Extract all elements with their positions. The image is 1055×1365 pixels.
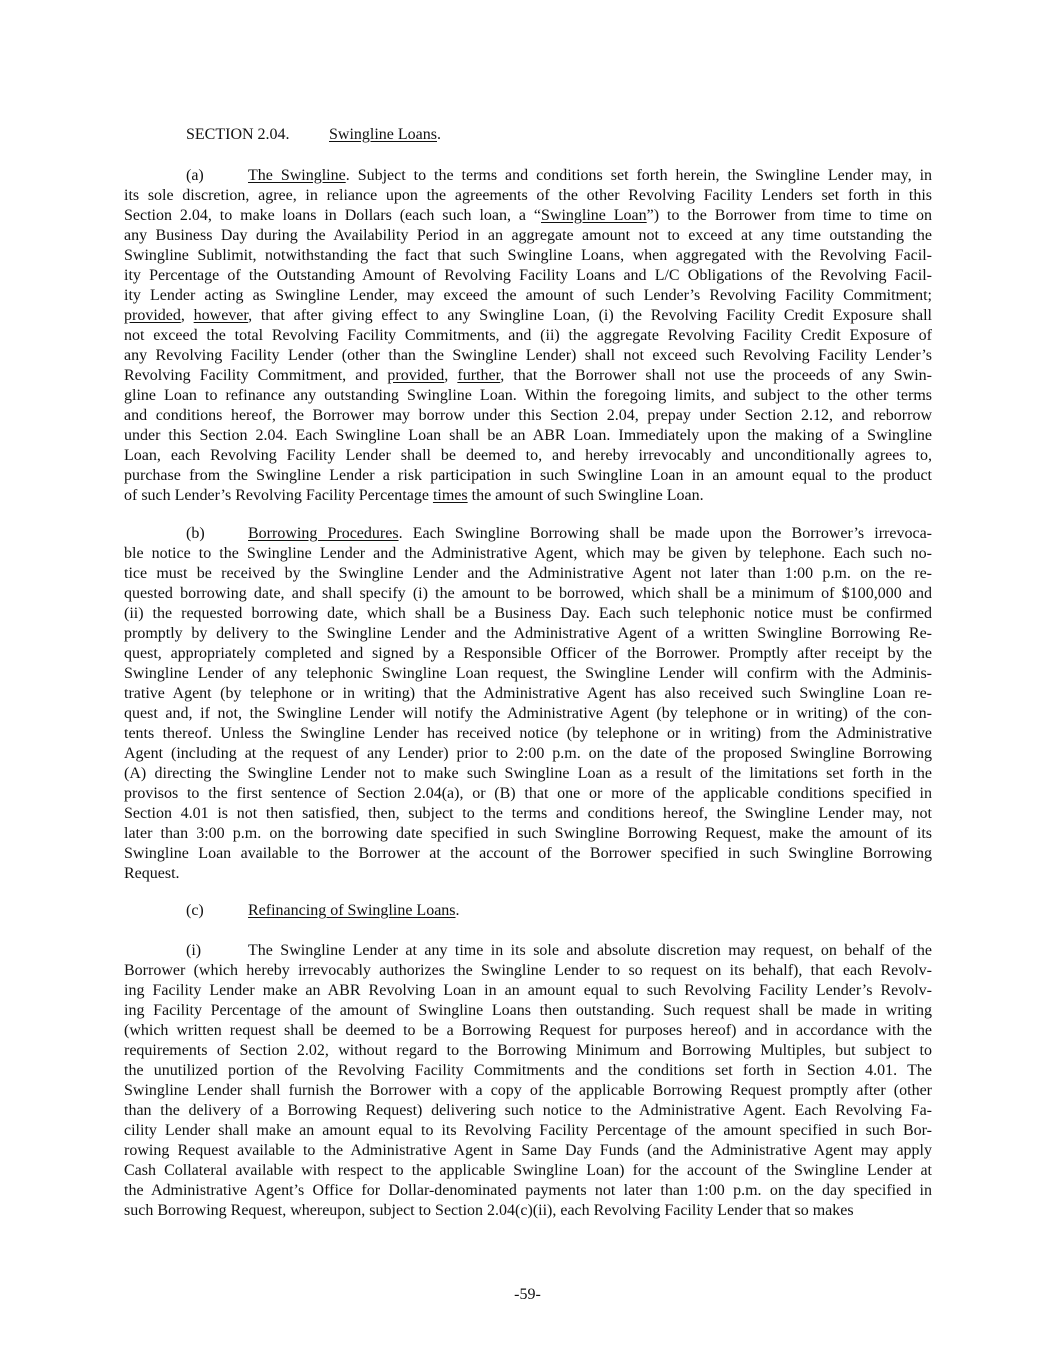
paragraph-a-heading: The Swingline (248, 167, 346, 184)
text-line: ing Facility Percentage of the amount of Swingline Loans then outstanding. Such request shall be made in writing (124, 1002, 932, 1019)
text-line: Cash Collateral available with respect to the applicable Swingline Loan) for the account of the Swingline Lender at (124, 1162, 932, 1179)
text-line: quested borrowing date, and shall specify (i) the amount to be borrowed, which shall be a minimum of $100,000 and (124, 585, 932, 602)
text-line: under this Section 2.04. Each Swingline Loan shall be an ABR Loan. Immediately upon the making of a Swingline (124, 427, 932, 444)
text-line: quest and, if not, the Swingline Lender will notify the Administrative Agent (by telephone or in writing) of the con- (124, 705, 932, 722)
text-line: its sole discretion, agree, in reliance upon the agreements of the other Revolving Facility Lenders set forth in this (124, 187, 932, 204)
text-line: the Administrative Agent’s Office for Dollar-denominated payments not later than 1:00 p.m. on the day specified in (124, 1182, 932, 1199)
text-line: Swingline Lender of any telephonic Swingline Loan request, the Swingline Lender will confirm with the Adminis- (124, 665, 932, 682)
text-line: Swingline Sublimit, notwithstanding the fact that such Swingline Loans, when aggregated with the Revolving Facil- (124, 247, 932, 264)
text-line: the unutilized portion of the Revolving Facility Commitments and the conditions set forth in Section 4.01. The (124, 1062, 932, 1079)
text-line: ity Percentage of the Outstanding Amount of Revolving Facility Loans and L/C Obligations of the Revolving Facil- (124, 267, 932, 284)
text-line: and conditions hereof, the Borrower may borrow under this Section 2.04, prepay under Section 2.12, and reborrow (124, 407, 932, 424)
text-line: tice must be received by the Swingline Lender and the Administrative Agent not later than 1:00 p.m. on the re- (124, 565, 932, 582)
text-line: than the delivery of a Borrowing Request) delivering such notice to the Administrative Agent. Each Revolving Fa- (124, 1102, 932, 1119)
text-line: Swingline Loan available to the Borrower at the account of the Borrower specified in such Swingline Borrowing (124, 845, 932, 862)
text-line: provided, however, that after giving effect to any Swingline Loan, (i) the Revolving Facility Credit Exposure shall (124, 307, 933, 324)
paragraph-a-label: (a) (186, 167, 204, 184)
text-line: requirements of Section 2.02, without regard to the Borrowing Minimum and Borrowing Multiples, but subject to (124, 1042, 932, 1059)
paragraph-c-heading-line: (c) Refinancing of Swingline Loans. (186, 902, 460, 919)
text-line: quest, appropriately completed and signed by a Responsible Officer of the Borrower. Promptly after receipt by the (124, 645, 932, 662)
paragraph-c-heading: Refinancing of Swingline Loans (248, 902, 456, 919)
section-number: SECTION 2.04. (186, 126, 290, 143)
text-line: ing Facility Lender make an ABR Revolving Loan in an amount equal to such Revolving Facility Lender’s Revolv- (124, 982, 932, 999)
text-line: any Revolving Facility Lender (other than the Swingline Lender) shall not exceed such Revolving Facility Lender’s (124, 347, 932, 364)
text-line: Loan, each Revolving Facility Lender shall be deemed to, and hereby irrevocably and unconditionally agrees to, (124, 447, 932, 464)
text-line: not exceed the total Revolving Facility Commitments, and (ii) the aggregate Revolving Facility Credit Exposure of (124, 327, 932, 344)
text-line: any Business Day during the Availability Period in an aggregate amount not to exceed at any time outstanding the (124, 227, 932, 244)
text-line: Revolving Facility Commitment, and provided, further, that the Borrower shall not use the proceeds of any Swin- (124, 367, 933, 384)
text-line: purchase from the Swingline Lender a risk participation in such Swingline Loan in an amount equal to the product (124, 467, 932, 484)
text-line: Section 2.04, to make loans in Dollars (each such loan, a “Swingline Loan”) to the Borrower from time to time on (124, 207, 933, 224)
paragraph-b-label: (b) (186, 525, 205, 542)
text-line: (which written request shall be deemed to be a Borrowing Request for purposes hereof) and in accordance with the (124, 1022, 932, 1039)
text-line: cility Lender shall make an amount equal to its Revolving Facility Percentage of the amount specified in such Bor- (124, 1122, 932, 1139)
text-line: promptly by delivery to the Swingline Lender and the Administrative Agent of a written Swingline Borrowing Re- (124, 625, 932, 642)
text-line: ble notice to the Swingline Lender and the Administrative Agent, which may be given by telephone. Each such no- (124, 545, 932, 562)
paragraph-b-heading: Borrowing Procedures (248, 525, 399, 542)
paragraph-c-label: (c) (186, 902, 204, 919)
text-line: trative Agent (by telephone or in writing) that the Administrative Agent has also received such Swingline Loan re- (124, 685, 932, 702)
paragraph-c-i-first-line: (i) The Swingline Lender at any time in its sole and absolute discretion may request, on behalf of the (186, 942, 932, 959)
text-line: Swingline Lender shall furnish the Borrower with a copy of the applicable Borrowing Request promptly after (other (124, 1082, 932, 1099)
text-line: rowing Request available to the Administrative Agent in Same Day Funds (and the Administrative Agent may apply (124, 1142, 932, 1159)
text-line: Agent (including at the request of any Lender) prior to 2:00 p.m. on the date of the proposed Swingline Borrowing (124, 745, 932, 762)
text-line: provisos to the first sentence of Section 2.04(a), or (B) that one or more of the applicable conditions specified in (124, 785, 932, 802)
text-line: Borrower (which hereby irrevocably authorizes the Swingline Lender to so request on its behalf), that each Revolv- (124, 962, 932, 979)
paragraph-a-first-line: (a) The Swingline. Subject to the terms and conditions set forth herein, the Swingline Lender may, in (186, 167, 933, 184)
text-line: (ii) the requested borrowing date, which shall be a Business Day. Each such telephonic notice must be confirmed (124, 605, 932, 622)
section-title: Swingline Loans (329, 126, 437, 143)
page-number: -59- (514, 1286, 541, 1303)
section-heading: SECTION 2.04. Swingline Loans. (186, 126, 441, 143)
text-line: tents thereof. Unless the Swingline Lender has received notice (by telephone or in writing) from the Administrative (124, 725, 932, 742)
text-line: of such Lender’s Revolving Facility Percentage times the amount of such Swingline Loan. (124, 487, 704, 504)
text-line: such Borrowing Request, whereupon, subject to Section 2.04(c)(ii), each Revolving Facility Lender that so makes (124, 1202, 854, 1219)
text-line: ity Lender acting as Swingline Lender, may exceed the amount of such Lender’s Revolving Facility Commitment; (124, 287, 932, 304)
text-line: (A) directing the Swingline Lender not to make such Swingline Loan as a result of the limitations set forth in the (124, 765, 932, 782)
text-line: later than 3:00 p.m. on the borrowing date specified in such Swingline Borrowing Request, make the amount of its (124, 825, 932, 842)
paragraph-c-i-label: (i) (186, 942, 202, 959)
text-line: Request. (124, 865, 180, 882)
text-line: Section 4.01 is not then satisfied, then, subject to the terms and conditions hereof, the Swingline Lender may, not (124, 805, 932, 822)
paragraph-b-first-line: (b) Borrowing Procedures. Each Swingline Borrowing shall be made upon the Borrower’s irrevoca- (186, 525, 932, 542)
text-line: gline Loan to refinance any outstanding Swingline Loan. Within the foregoing limits, and subject to the other terms (124, 387, 932, 404)
